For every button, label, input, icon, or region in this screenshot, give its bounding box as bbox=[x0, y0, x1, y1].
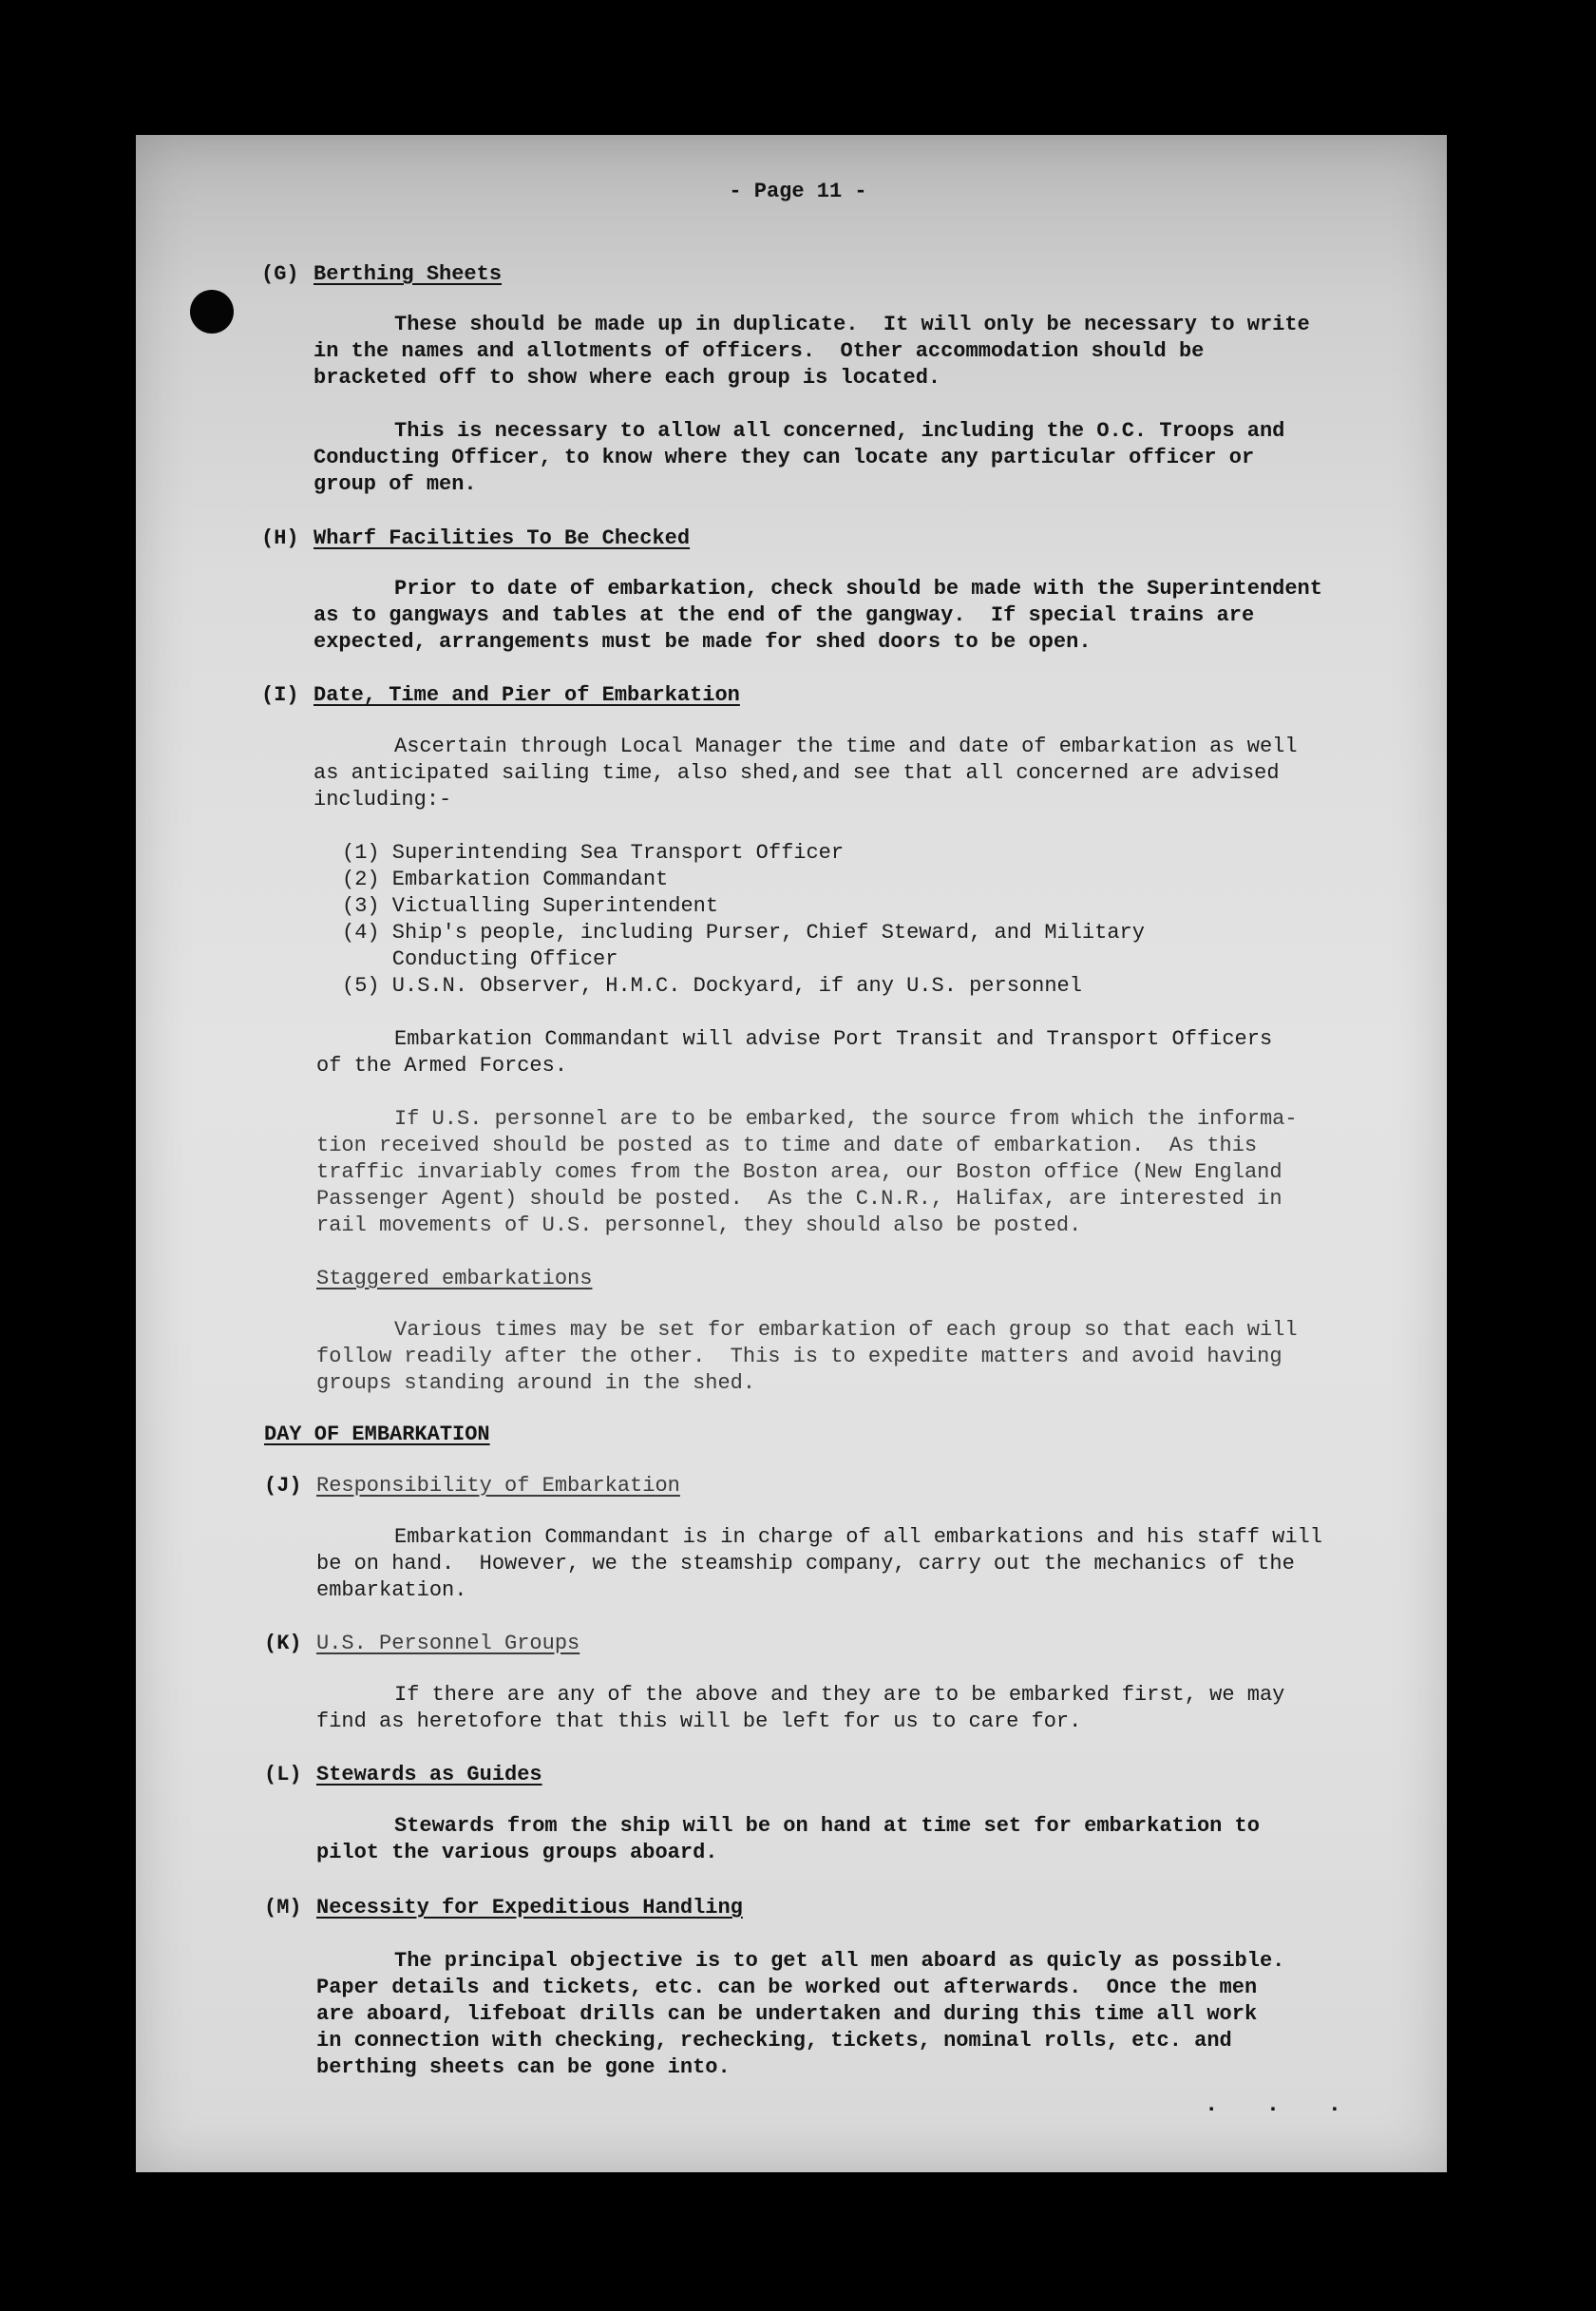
section-g-letter: (G) bbox=[261, 262, 299, 286]
section-g-text: This is necessary to allow all concerned, including the O.C. Troops and bbox=[394, 419, 1285, 443]
section-m-text: Paper details and tickets, etc. can be worked out afterwards. Once the men bbox=[316, 1976, 1258, 1999]
section-i-heading: Date, Time and Pier of Embarkation bbox=[314, 683, 740, 707]
section-m-text: in connection with checking, rechecking, tickets, nominal rolls, etc. and bbox=[316, 2029, 1232, 2053]
section-k-heading: U.S. Personnel Groups bbox=[316, 1632, 580, 1655]
list-item: (2) Embarkation Commandant bbox=[342, 868, 669, 891]
list-item: Conducting Officer bbox=[342, 947, 618, 971]
section-l-heading: Stewards as Guides bbox=[316, 1763, 542, 1786]
section-m-heading: Necessity for Expeditious Handling bbox=[316, 1896, 743, 1919]
section-g-text: These should be made up in duplicate. It will only be necessary to write bbox=[394, 313, 1310, 336]
section-j-text: embarkation. bbox=[316, 1578, 467, 1602]
section-m-text: are aboard, lifeboat drills can be undertaken and during this time all work bbox=[316, 2002, 1258, 2026]
punch-hole bbox=[190, 290, 234, 334]
list-item: (4) Ship's people, including Purser, Chief Steward, and Military bbox=[342, 921, 1145, 945]
section-l-letter: (L) bbox=[264, 1763, 302, 1786]
sub-heading: Staggered embarkations bbox=[316, 1267, 593, 1290]
section-j-text: be on hand. However, we the steamship company, carry out the mechanics of the bbox=[316, 1552, 1295, 1576]
section-g-text: Conducting Officer, to know where they can locate any particular officer or bbox=[314, 446, 1255, 469]
section-k-text: If there are any of the above and they are to be embarked first, we may bbox=[394, 1683, 1285, 1707]
list-item: (3) Victualling Superintendent bbox=[342, 894, 719, 918]
section-m-letter: (M) bbox=[264, 1896, 302, 1919]
section-h-heading: Wharf Facilities To Be Checked bbox=[314, 526, 691, 550]
section-i-text: follow readily after the other. This is to expedite matters and avoid having bbox=[316, 1345, 1282, 1368]
section-i-text: including:- bbox=[314, 788, 452, 812]
section-i-text: traffic invariably comes from the Boston area, our Boston office (New England bbox=[316, 1160, 1282, 1184]
section-h-text: Prior to date of embarkation, check should be made with the Superintendent bbox=[394, 577, 1322, 601]
section-j-letter: (J) bbox=[264, 1474, 302, 1498]
section-j-heading: Responsibility of Embarkation bbox=[316, 1474, 680, 1498]
section-h-text: expected, arrangements must be made for shed doors to be open. bbox=[314, 630, 1092, 654]
section-m-text: berthing sheets can be gone into. bbox=[316, 2055, 731, 2079]
section-g-text: group of men. bbox=[314, 472, 477, 496]
section-m-text: The principal objective is to get all men aboard as quicly as possible. bbox=[394, 1949, 1285, 1973]
section-g-heading: Berthing Sheets bbox=[314, 262, 503, 286]
section-j-text: Embarkation Commandant is in charge of all embarkations and his staff will bbox=[394, 1525, 1322, 1549]
list-item: (1) Superintending Sea Transport Officer bbox=[342, 841, 845, 865]
section-i-text: Passenger Agent) should be posted. As the C.N.R., Halifax, are interested in bbox=[316, 1187, 1282, 1211]
section-i-text: If U.S. personnel are to be embarked, the source from which the informa- bbox=[394, 1107, 1298, 1131]
section-h-letter: (H) bbox=[261, 526, 299, 550]
page-header: - Page 11 - bbox=[729, 180, 867, 203]
day-heading: DAY OF EMBARKATION bbox=[264, 1423, 490, 1446]
section-i-letter: (I) bbox=[261, 683, 299, 707]
section-i-text: tion received should be posted as to time and date of embarkation. As this bbox=[316, 1134, 1258, 1157]
continuation-dots: . . . bbox=[1205, 2092, 1359, 2118]
section-k-text: find as heretofore that this will be left for us to care for. bbox=[316, 1709, 1082, 1733]
section-i-text: of the Armed Forces. bbox=[316, 1054, 568, 1078]
section-g-text: in the names and allotments of officers. Other accommodation should be bbox=[314, 339, 1205, 363]
list-item: (5) U.S.N. Observer, H.M.C. Dockyard, if any U.S. personnel bbox=[342, 974, 1082, 998]
section-g-text: bracketed off to show where each group is located. bbox=[314, 366, 941, 390]
section-i-text: rail movements of U.S. personnel, they should also be posted. bbox=[316, 1213, 1082, 1237]
section-l-text: pilot the various groups aboard. bbox=[316, 1841, 718, 1864]
section-i-text: Various times may be set for embarkation of each group so that each will bbox=[394, 1318, 1298, 1342]
section-i-text: Ascertain through Local Manager the time and date of embarkation as well bbox=[394, 735, 1298, 758]
section-i-text: Embarkation Commandant will advise Port Transit and Transport Officers bbox=[394, 1027, 1273, 1051]
section-l-text: Stewards from the ship will be on hand at time set for embarkation to bbox=[394, 1814, 1260, 1838]
section-i-text: groups standing around in the shed. bbox=[316, 1371, 756, 1395]
section-k-letter: (K) bbox=[264, 1632, 302, 1655]
section-h-text: as to gangways and tables at the end of the gangway. If special trains are bbox=[314, 603, 1255, 627]
section-i-text: as anticipated sailing time, also shed,and see that all concerned are advised bbox=[314, 761, 1280, 785]
